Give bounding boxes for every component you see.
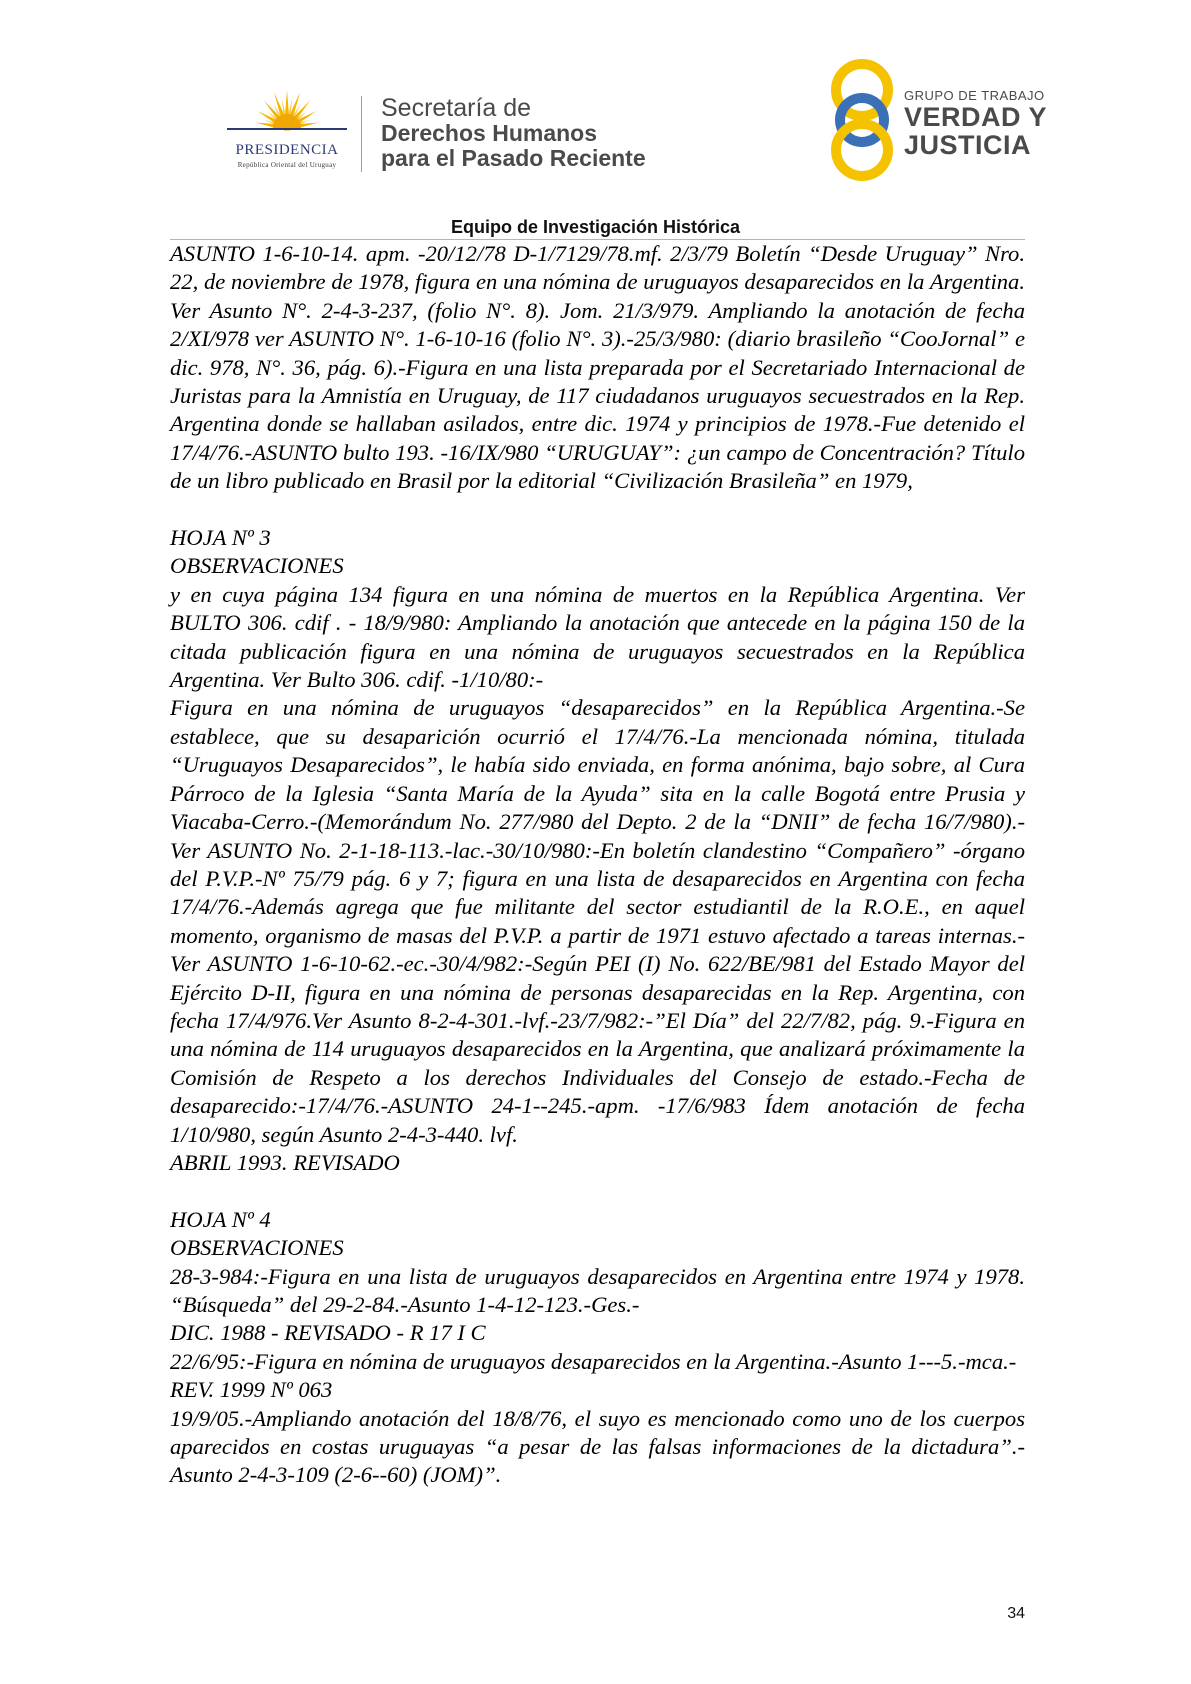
hoja3-observaciones-heading: OBSERVACIONES (170, 553, 344, 579)
spacer (170, 496, 1025, 524)
paragraph-hoja3-intro: y en cuya página 134 figura en una nómina de muertos en la República Argentina. Ver BULTO 306. cdif . - 18/9/980: Ampliando la anotación que antecede en la página 150 de la citada publicación figura en una nómina de uruguayos secuestrados en la República Argentina. Ver Bulto 306. cdif. -1/10/80:- (170, 581, 1025, 693)
hoja4-observaciones-heading: OBSERVACIONES (170, 1235, 344, 1261)
paragraph-2005: 19/9/05.-Ampliando anotación del 18/8/76, el suyo es mencionado como uno de los cuerpos aparecidos en costas uruguayas “a pesar de las falsas informaciones de la dictadura”.-Asunto 2-4-3-109 (2-6--60) (JOM)”. (170, 1405, 1025, 1488)
grupo-line1: GRUPO DE TRABAJO (904, 88, 1045, 103)
page-header (0, 0, 1191, 240)
presidencia-subtitle: República Oriental del Uruguay (237, 161, 337, 169)
paragraph-asunto: ASUNTO 1-6-10-14. apm. -20/12/78 D-1/7129/78.mf. 2/3/79 Boletín “Desde Uruguay” Nro. 22, de noviembre de 1978, figura en una nómina de uruguayos desaparecidos en la Argentina. Ver Asunto N°. 2-4-3-237, (folio N°. 8). Jom. 21/3/979. Ampliando la anotación de fecha 2/XI/978 ver ASUNTO N°. 1-6-10-16 (folio N°. 3).-25/3/980: (diario brasileño “CooJornal” e dic. 978, N°. 36, pág. 6).-Figura en una lista preparada por el Secretariado Internacional de Juristas para la Amnistía en Uruguay, de 117 ciudadanos uruguayos secuestrados en la Rep. Argentina donde se hallaban asilados, entre dic. 1974 y principios de 1978.-Fue detenido el 17/4/76.-ASUNTO bulto 193. -16/IX/980 “URUGUAY”: ¿un campo de Concentración? Título de un libro publicado en Brasil por la editorial “Civilización Brasileña” en 1979, (170, 241, 1025, 494)
secretaria-line2: Derechos Humanos (381, 120, 598, 146)
revision-note-1999: REV. 1999 Nº 063 (170, 1377, 333, 1403)
document-body (170, 240, 1025, 1490)
page-number: 34 (1007, 1605, 1025, 1622)
revision-note-1993: ABRIL 1993. REVISADO (170, 1149, 400, 1175)
secretaria-line1: Secretaría de (381, 94, 532, 122)
presidencia-name: PRESIDENCIA (235, 142, 339, 158)
paragraph-1984: 28-3-984:-Figura en una lista de uruguayos desaparecidos en Argentina entre 1974 y 1978. “Búsqueda” del 29-2-84.-Asunto 1-4-12-123.-Ges.- (170, 1263, 1025, 1317)
grupo-line2: VERDAD Y (904, 102, 1048, 132)
spacer (170, 1177, 1025, 1205)
paragraph-1995: 22/6/95:-Figura en nómina de uruguayos desaparecidos en la Argentina.-Asunto 1---5.-mca.- (170, 1348, 1017, 1374)
hoja3-heading: HOJA Nº 3 (170, 525, 271, 551)
secretaria-title (381, 96, 646, 171)
paragraph-hoja3-main: Figura en una nómina de uruguayos “desaparecidos” en la República Argentina.-Se establece, que su desaparición ocurrió el 17/4/76.-La mencionada nómina, titulada “Uruguayos Desaparecidos”, le había sido enviada, en forma anónima, bajo sobre, al Cura Párroco de la Iglesia “Santa María de la Ayuda” sita en la calle Bogotá entre Prusia y Viacaba-Cerro.-(Memorándum No. 277/980 del Depto. 2 de la “DNII” de fecha 16/7/980).-Ver ASUNTO No. 2-1-18-113.-lac.-30/10/980:-En boletín clandestino “Compañero” -órgano del P.V.P.-Nº 75/79 pág. 6 y 7; figura en una lista de desaparecidos en Argentina con fecha 17/4/76.-Además agrega que fue militante del sector estudiantil de la R.O.E., en aquel momento, organismo de masas del P.V.P. a partir de 1971 estuvo afectado a tareas internas.-Ver ASUNTO 1-6-10-62.-ec.-30/4/982:-Según PEI (I) No. 622/BE/981 del Estado Mayor del Ejército D-II, figura en una nómina de personas desaparecidas en la Rep. Argentina, con fecha 17/4/976.Ver Asunto 8-2-4-301.-lvf.-23/7/982:-”El Día” del 22/7/82, pág. 9.-Figura en una nómina de 114 uruguayos desaparecidos en la Argentina, que analizará próximamente la Comisión de Respeto a los derechos Individuales del Consejo de estado.-Fecha de desaparecido:-17/4/76.-ASUNTO 24-1--245.-apm. -17/6/983 Ídem anotación de fecha 1/10/980, según Asunto 2-4-3-440. lvf. (170, 695, 1025, 1147)
grupo-title (904, 88, 1047, 159)
secretaria-line3: para el Pasado Reciente (381, 145, 646, 171)
hoja4-heading: HOJA Nº 4 (170, 1206, 271, 1232)
grupo-line3: JUSTICIA (904, 130, 1032, 160)
revision-note-1988: DIC. 1988 - REVISADO - R 17 I C (170, 1320, 486, 1346)
header-divider (361, 96, 362, 172)
interlocked-rings-icon (820, 56, 904, 184)
team-title: Equipo de Investigación Histórica (450, 217, 741, 237)
